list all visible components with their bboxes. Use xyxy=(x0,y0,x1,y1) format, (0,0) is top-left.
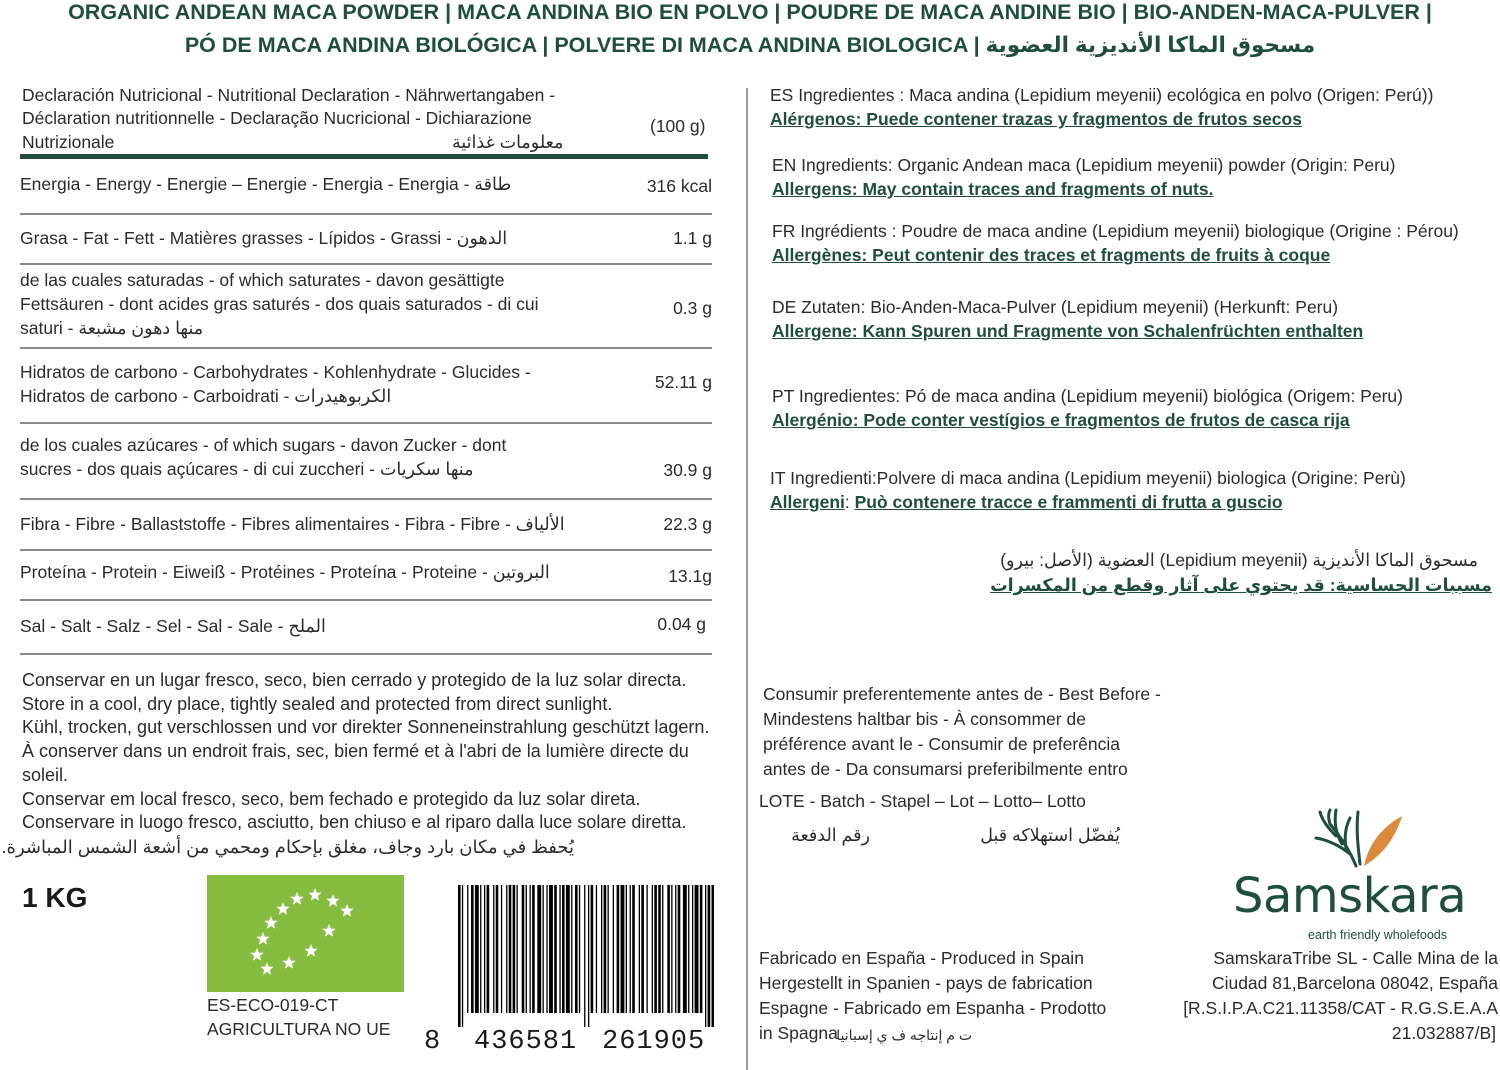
barcode-bar xyxy=(543,885,544,1013)
barcode-bar xyxy=(554,885,557,1013)
barcode-bar xyxy=(484,885,485,1013)
barcode-bar xyxy=(658,885,661,1013)
nutrition-label: de las cuales saturadas - of which saturates - davon gesättigte Fettsäuren - dont acides gras saturés - dos quais saturados - di cui saturi - منها دهون مشبعة xyxy=(20,270,539,338)
eco-code: ES-ECO-019-CT xyxy=(207,995,339,1015)
barcode-bar xyxy=(596,885,597,1013)
nutrition-heading-3: Nutrizionale xyxy=(22,132,115,152)
ingredients-de: DE Zutaten: Bio-Anden-Maca-Pulver (Lepidium meyenii) (Herkunft: Peru) xyxy=(772,297,1339,317)
barcode-bar xyxy=(462,885,463,1027)
barcode-bar xyxy=(678,885,681,1013)
nutrition-heading-2: Déclaration nutritionnelle - Declaração Nucricional - Dichiarazione xyxy=(22,108,532,128)
barcode-right-digits: 261905 xyxy=(602,1027,706,1057)
nutrition-label: Proteína - Protein - Eiweiß - Protéines - Proteína - Proteine - البروتين xyxy=(20,562,550,582)
row-divider xyxy=(20,653,712,655)
nutrition-row-fibre xyxy=(20,512,712,542)
barcode-bar xyxy=(692,885,693,1013)
allergens-it-label: Allergeni xyxy=(770,492,845,512)
barcode-bar xyxy=(675,885,676,1013)
storage-pt: Conservar em local fresco, seco, bem fechado e protegido da luz solar direta. xyxy=(22,789,641,809)
nutrition-row-salt xyxy=(20,614,712,644)
barcode-bar xyxy=(662,885,663,1013)
allergens-ar: مسببات الحساسية: قد يحتوي على آثار وقطع من المكسرات xyxy=(990,575,1492,595)
barcode-bar xyxy=(591,885,594,1013)
barcode-bar xyxy=(513,885,516,1013)
nutrition-per-100g: (100 g) xyxy=(650,116,706,136)
barcode-bar xyxy=(695,885,699,1013)
company-line-2: Ciudad 81,Barcelona 08042, España xyxy=(1211,973,1498,993)
allergens-pt: Alergénio: Pode conter vestígios e fragmentos de frutos de casca rija xyxy=(772,410,1350,430)
nutrition-header-rule xyxy=(20,154,708,159)
nutrition-row-saturates xyxy=(20,268,712,344)
brand-tagline: earth friendly wholefoods xyxy=(1308,928,1447,942)
barcode-bar xyxy=(579,885,580,1013)
ingredients-en: EN Ingredients: Organic Andean maca (Lepidium meyenii) powder (Origin: Peru) xyxy=(772,155,1396,175)
barcode-bar xyxy=(641,885,644,1013)
barcode-bar xyxy=(588,885,589,1027)
barcode-bar xyxy=(526,885,527,1013)
produced-in-3: Espagne - Fabricado em Espanha - Prodotto xyxy=(759,998,1107,1018)
best-before-4: antes de - Da consumarsi preferibilmente entro xyxy=(763,759,1128,779)
company-line-3: [R.S.I.P.A.C21.11358/CAT - R.G.S.E.A.A xyxy=(1183,998,1498,1018)
barcode-bar xyxy=(546,885,547,1013)
ingredients-it: IT Ingredienti:Polvere di maca andina (Lepidium meyenii) biologica (Origine: Perù) xyxy=(770,468,1406,488)
barcode-bar xyxy=(667,885,670,1013)
nutrition-label: Grasa - Fat - Fett - Matières grasses - Lípidos - Grassi - الدهون xyxy=(20,228,508,248)
barcode-bar xyxy=(506,885,507,1013)
samskara-coral-logo-icon xyxy=(1306,806,1410,868)
row-divider xyxy=(20,347,712,349)
nutrition-label: Sal - Salt - Salz - Sel - Sal - Sale - الملح xyxy=(20,616,326,636)
barcode-bar xyxy=(712,885,715,1027)
nutrition-value: 13.1g xyxy=(668,566,712,586)
barcode-left-digits: 436581 xyxy=(474,1027,578,1057)
barcode-bar xyxy=(652,885,653,1013)
nutrition-row-carbohydrates xyxy=(20,360,712,412)
allergens-en: Allergens: May contain traces and fragments of nuts. xyxy=(772,179,1214,199)
barcode-bar xyxy=(613,885,614,1013)
barcode-bar xyxy=(475,885,479,1013)
eco-origin: AGRICULTURA NO UE xyxy=(207,1019,391,1039)
brand-name: Samskara xyxy=(1233,868,1467,924)
barcode-bar xyxy=(549,885,553,1013)
barcode-bar xyxy=(458,885,461,1027)
ingredients-ar: مسحوق الماكا الأنديزية (Lepidium meyenii) العضوية (الأصل: بيرو) xyxy=(1000,550,1478,570)
nutrition-label: Energia - Energy - Energie – Energie - Energia - Energia - طاقة xyxy=(20,174,512,194)
barcode-bar xyxy=(571,885,572,1013)
company-line-1: SamskaraTribe SL - Calle Mina de la xyxy=(1213,948,1498,968)
barcode-bar xyxy=(501,885,502,1013)
produced-in-2: Hergestellt in Spanien - pays de fabrication xyxy=(759,973,1093,993)
column-divider xyxy=(746,88,748,1070)
ingredients-fr: FR Ingrédients : Poudre de maca andine (Lepidium meyenii) biologique (Origine : Pérou) xyxy=(772,221,1459,241)
barcode-bar xyxy=(559,885,560,1013)
nutrition-label: Hidratos de carbono - Carbohydrates - Kohlenhydrate - Glucides - Hidratos de carbono - Carboidrati - الكربوهيدرات xyxy=(20,362,531,406)
storage-ar: يُحفظ في مكان بارد وجاف، مغلق بإحكام ومحمي من أشعة الشمس المباشرة. xyxy=(1,837,574,857)
barcode-bar xyxy=(700,885,703,1013)
lot-label-ar: رقم الدفعة xyxy=(791,825,870,845)
barcode-bar xyxy=(626,885,627,1013)
barcode-bar xyxy=(688,885,689,1013)
nutrition-value: 52.11 g xyxy=(654,372,712,392)
barcode-bar xyxy=(496,885,499,1013)
nutrition-row-fat xyxy=(20,226,712,256)
barcode-bar xyxy=(654,885,657,1013)
barcode-bar xyxy=(509,885,512,1013)
best-before-2: Mindestens haltbar bis - À consommer de xyxy=(763,709,1086,729)
barcode-bar xyxy=(705,885,706,1027)
company-line-4: 21.032887/B] xyxy=(1391,1023,1496,1043)
storage-fr: À conserver dans un endroit frais, sec, bien fermé et à l'abri de la lumière directe du xyxy=(22,741,689,761)
nutrition-row-sugars xyxy=(20,433,712,485)
nutrition-row-energy xyxy=(20,172,712,202)
row-divider xyxy=(20,549,712,551)
barcode-first-digit: 8 xyxy=(424,1027,441,1057)
barcode-bar xyxy=(562,885,565,1013)
nutrition-row-protein xyxy=(20,560,712,590)
best-before-3: préférence avant le - Consumir de preferência xyxy=(763,734,1120,754)
storage-it: Conservare in luogo fresco, asciutto, ben chiuso e al riparo dalla luce solare diretta. xyxy=(22,812,687,832)
net-weight: 1 KG xyxy=(22,882,88,913)
barcode-icon xyxy=(456,885,716,1027)
row-divider xyxy=(20,213,712,215)
lot-label: LOTE - Batch - Stapel – Lot – Lotto– Lotto xyxy=(759,791,1086,811)
ingredients-pt: PT Ingredientes: Pó de maca andina (Lepidium meyenii) biológica (Origem: Peru) xyxy=(772,386,1403,406)
storage-fr-cont: soleil. xyxy=(22,765,69,785)
allergens-it-text: Può contenere tracce e frammenti di frutta a guscio xyxy=(854,492,1283,512)
allergens-de: Allergene: Kann Spuren und Fragmente von Schalenfrüchten enthalten xyxy=(772,321,1364,341)
barcode-bar xyxy=(647,885,648,1013)
storage-de: Kühl, trocken, gut verschlossen und vor direkter Sonneneinstrahlung geschützt lagern. xyxy=(22,717,710,737)
nutrition-label: Fibra - Fibre - Ballaststoffe - Fibres alimentaires - Fibra - Fibre - الألياف xyxy=(20,514,565,534)
barcode-bar xyxy=(487,885,490,1013)
barcode-bar xyxy=(471,885,474,1013)
produced-in-4: in Spagna xyxy=(759,1023,838,1043)
barcode-bar xyxy=(630,885,631,1013)
barcode-bar xyxy=(671,885,672,1013)
product-title-line-1: ORGANIC ANDEAN MACA POWDER | MACA ANDINA BIO EN POLVO | POUDRE DE MACA ANDINE BIO | BIO-ANDEN-MACA-PULVER | xyxy=(68,0,1432,24)
barcode-bar xyxy=(617,885,620,1013)
row-divider xyxy=(20,498,712,500)
nutrition-value: 0.04 g xyxy=(657,614,706,634)
barcode-bar xyxy=(683,885,687,1013)
barcode-bar xyxy=(601,885,602,1013)
row-divider xyxy=(20,599,712,601)
barcode-bar xyxy=(639,885,640,1013)
barcode-bar xyxy=(621,885,625,1013)
product-title-line-2: PÓ DE MACA ANDINA BIOLÓGICA | POLVERE DI MACA ANDINA BIOLOGICA | مسحوق الماكا الأنديزية العضوية xyxy=(184,33,1316,57)
barcode-bar xyxy=(517,885,518,1013)
row-divider xyxy=(20,263,712,265)
nutrition-value: 1.1 g xyxy=(673,228,712,248)
produced-in-ar: ت م إنتاجه ف ي إسبانيا xyxy=(836,1027,972,1043)
nutrition-label: de los cuales azúcares - of which sugars - davon Zucker - dont sucres - dos quais açúcares - di cui zuccheri - منها سكريات xyxy=(20,435,507,479)
allergens-es: Alérgenos: Puede contener trazas y fragmentos de frutos secos xyxy=(770,109,1302,129)
nutrition-heading-1: Declaración Nutricional - Nutritional Declaration - Nährwertangaben - xyxy=(22,85,556,105)
allergens-fr: Allergènes: Peut contenir des traces et fragments de fruits à coque xyxy=(772,245,1331,265)
row-divider xyxy=(20,422,712,424)
barcode-bar xyxy=(566,885,570,1013)
nutrition-heading-arabic: معلومات غذائية xyxy=(452,132,564,152)
allergens-it-colon: : xyxy=(844,492,855,512)
barcode-bar xyxy=(480,885,481,1013)
ingredients-es: ES Ingredientes : Maca andina (Lepidium meyenii) ecológica en polvo (Origen: Perú)) xyxy=(770,85,1434,105)
barcode-bar xyxy=(604,885,607,1013)
barcode-bar xyxy=(530,885,531,1013)
barcode-bar xyxy=(584,885,585,1027)
barcode-bar xyxy=(708,885,711,1027)
storage-es: Conservar en un lugar fresco, seco, bien cerrado y protegido de la luz solar directa. xyxy=(22,670,687,690)
produced-in-1: Fabricado en España - Produced in Spain xyxy=(759,948,1084,968)
barcode-bar xyxy=(522,885,525,1013)
nutrition-value: 316 kcal xyxy=(646,176,712,196)
allergens-it xyxy=(770,490,1283,514)
barcode-bar xyxy=(537,885,541,1013)
eu-organic-leaf-icon xyxy=(207,875,404,992)
barcode-bar xyxy=(575,885,578,1013)
barcode-bar xyxy=(493,885,494,1013)
nutrition-value: 30.9 g xyxy=(663,460,712,480)
barcode-bar xyxy=(608,885,609,1013)
best-before-1: Consumir preferentemente antes de - Best Before - xyxy=(763,684,1161,704)
best-before-ar: يُفضّل استهلاكه قبل xyxy=(980,825,1120,845)
barcode-bar xyxy=(532,885,535,1013)
barcode-bar xyxy=(632,885,635,1013)
nutrition-value: 0.3 g xyxy=(673,298,712,318)
storage-en: Store in a cool, dry place, tightly sealed and protected from direct sunlight. xyxy=(22,694,613,714)
nutrition-value: 22.3 g xyxy=(663,514,712,534)
barcode-bar xyxy=(467,885,468,1013)
